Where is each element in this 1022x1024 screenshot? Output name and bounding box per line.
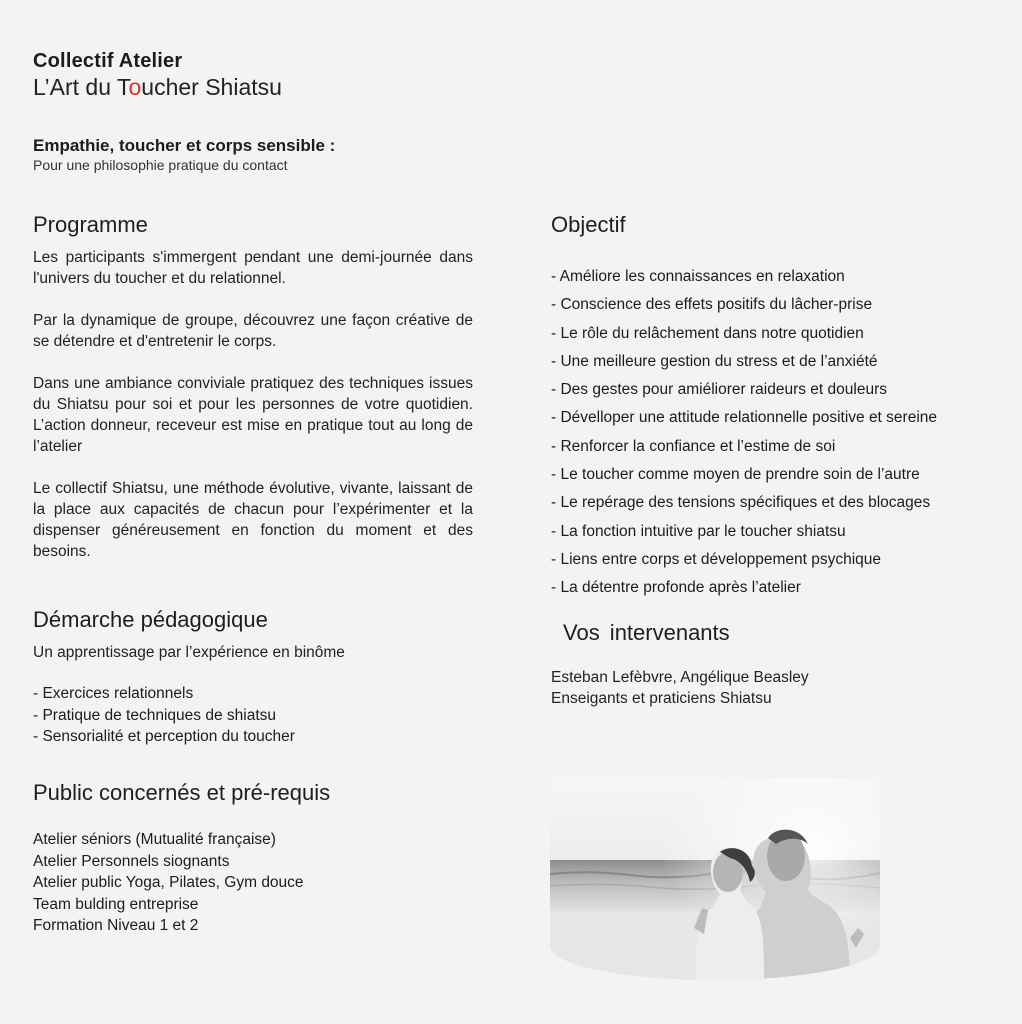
list-item: - Le repérage des tensions spécifiques et des blocages	[551, 494, 931, 512]
programme-paragraph: Dans une ambiance conviviale pratiquez des techniques issues du Shiatsu pour soi et pour les personnes de votre quotidien. L’action donneur, receveur est mise en pratique tout au long de l’atelier	[33, 375, 473, 455]
list-item: - Pratique de techniques de shiatsu	[33, 706, 276, 724]
list-item: - Dévelloper une attitude relationnelle positive et sereine	[551, 409, 938, 427]
couple-beach-photo	[550, 778, 880, 980]
programme-paragraph: Par la dynamique de groupe, découvrez une façon créative de se détendre et d'entretenir le corps.	[33, 312, 473, 350]
list-item: - La fonction intuitive par le toucher shiatsu	[551, 522, 846, 540]
list-item: - Exercices relationnels	[33, 685, 194, 702]
list-item: Atelier public Yoga, Pilates, Gym douce	[33, 874, 304, 891]
title-part-2: ucher Shiatsu	[141, 74, 282, 100]
public-heading: Public concernés et pré-requis	[33, 780, 331, 805]
programme-paragraph: Le collectif Shiatsu, une méthode évolutive, vivante, laissant de la place aux capacités de chacun pour l’expérimenter et la dispenser généreusement en fonction du moment et des besoins.	[33, 480, 473, 560]
list-item: - Conscience des effets positifs du lâcher-prise	[551, 296, 873, 314]
brand-name: Collectif Atelier	[33, 50, 183, 72]
list-item: Formation Niveau 1 et 2	[33, 917, 199, 934]
title-accent-letter: o	[128, 74, 142, 100]
programme-heading: Programme	[33, 212, 148, 237]
list-item: Team bulding entreprise	[33, 895, 199, 913]
public-list	[33, 829, 473, 937]
programme-section	[33, 211, 473, 562]
intervenants-names: Esteban Lefèbvre, Angélique Beasley	[551, 669, 809, 686]
list-item: - Le rôle du relâchement dans notre quotidien	[551, 324, 864, 342]
intervenants-role: Enseigants et praticiens Shiatsu	[551, 690, 772, 707]
programme-paragraph: Les participants s'immergent pendant une demi-journée dans l'univers du toucher et du relationnel.	[33, 249, 473, 287]
list-item: Atelier séniors (Mutualité française)	[33, 831, 276, 848]
demarche-lead: Un apprentissage par l’expérience en binôme	[33, 644, 345, 661]
objectif-heading: Objectif	[551, 212, 626, 237]
workshop-title	[33, 73, 282, 101]
list-item: - Une meilleure gestion du stress et de l’anxiété	[551, 352, 878, 370]
subtitle-sub: Pour une philosophie pratique du contact	[33, 157, 288, 173]
list-item: - Renforcer la confiance et l’estime de soi	[551, 437, 836, 455]
list-item: Atelier Personnels siognants	[33, 852, 230, 870]
subtitle-main: Empathie, toucher et corps sensible :	[33, 136, 336, 155]
photo-illustration	[550, 778, 880, 980]
objectif-section	[551, 211, 991, 603]
demarche-heading: Démarche pédagogique	[33, 607, 268, 632]
demarche-list	[33, 683, 473, 748]
intervenants-section	[551, 619, 991, 709]
list-item: - Liens entre corps et développement psychique	[551, 550, 882, 568]
intervenants-heading: Vos intervenants	[563, 620, 730, 645]
title-part-1: L’Art du T	[33, 74, 129, 100]
header	[33, 49, 282, 101]
demarche-section	[33, 606, 473, 748]
public-section	[33, 779, 473, 937]
list-item: - Sensorialité et perception du toucher	[33, 728, 295, 745]
list-item: - Le toucher comme moyen de prendre soin de l’autre	[551, 466, 920, 484]
objectif-list	[551, 263, 991, 603]
list-item: - Des gestes pour amiéliorer raideurs et douleurs	[551, 381, 887, 399]
list-item: - La détentre profonde après l’atelier	[551, 579, 801, 597]
subtitle-block	[33, 136, 335, 174]
list-item: - Améliore les connaissances en relaxation	[551, 268, 845, 285]
